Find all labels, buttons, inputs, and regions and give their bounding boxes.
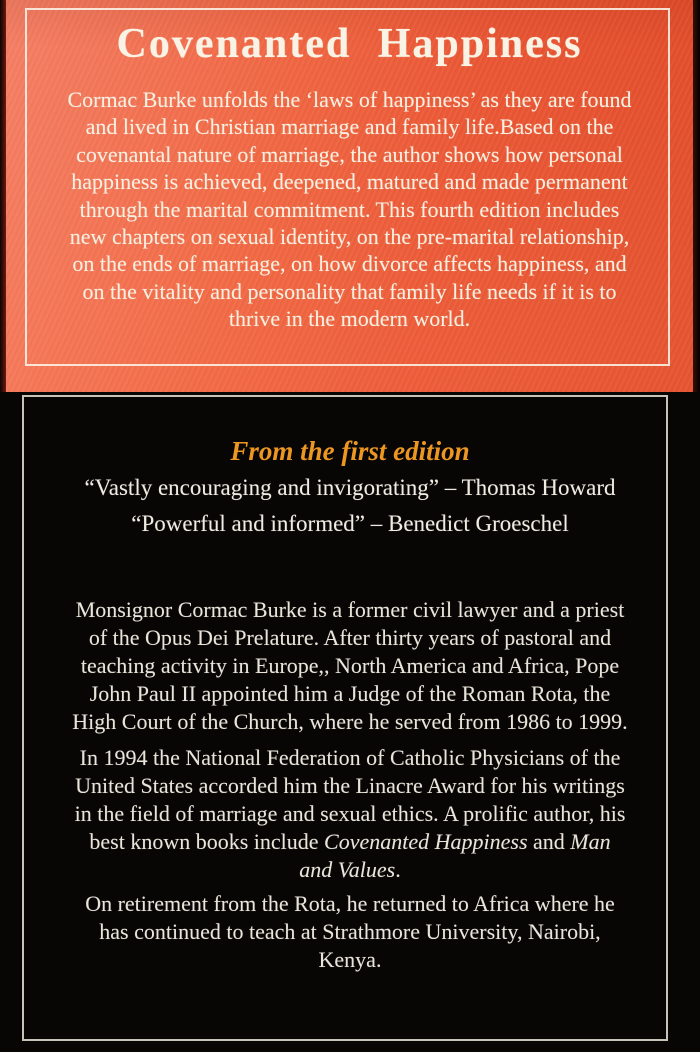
- bio-line: [30, 828, 670, 856]
- bio-line: United States accorded him the Linacre Award for his writings: [75, 773, 625, 798]
- synopsis-line: covenantal nature of marriage, the author shows how personal: [76, 141, 623, 167]
- synopsis-text: [20, 86, 679, 333]
- book-title-reference: Man: [570, 829, 611, 854]
- bio-line: Monsignor Cormac Burke is a former civil lawyer and a priest: [75, 597, 625, 622]
- bio-line: has continued to teach at Strathmore University, Nairobi,: [99, 919, 601, 944]
- book-title-reference: Covenanted Happiness: [324, 829, 528, 854]
- book-title: Covenanted Happiness: [116, 21, 583, 67]
- review-quote: “Powerful and informed” – Benedict Groeschel: [131, 511, 569, 536]
- scan-edge-right: [693, 0, 700, 392]
- bio-line: of the Opus Dei Prelature. After thirty years of pastoral and: [88, 625, 612, 650]
- review-quotes: [30, 470, 670, 542]
- bio-line: High Court of the Church, where he served from 1986 to 1999.: [72, 709, 628, 734]
- synopsis-line: on the vitality and personality that family life needs if it is to: [82, 278, 617, 304]
- synopsis-line: through the marital commitment. This fourth edition includes: [79, 196, 620, 222]
- author-bio-paragraph-3: [30, 890, 670, 974]
- bio-line: [30, 856, 670, 884]
- review-quote: “Vastly encouraging and invigorating” – Thomas Howard: [84, 475, 616, 500]
- bio-line: John Paul II appointed him a Judge of the Roman Rota, the: [89, 681, 611, 706]
- synopsis-line: happiness is achieved, deepened, matured and made permanent: [71, 169, 628, 195]
- synopsis-line: on the ends of marriage, on how divorce affects happiness, and: [72, 251, 627, 277]
- scan-edge-left: [0, 0, 6, 392]
- synopsis-panel: [6, 0, 693, 392]
- bio-text: best known books include: [89, 829, 325, 854]
- bio-line: teaching activity in Europe,, North America and Africa, Pope: [80, 653, 620, 678]
- synopsis-line: thrive in the modern world.: [228, 306, 471, 332]
- author-panel: [0, 392, 700, 1052]
- book-title-reference: and Values: [299, 857, 396, 882]
- author-bio-paragraph-1: [30, 596, 670, 736]
- bio-text: .: [395, 857, 401, 882]
- bio-line: In 1994 the National Federation of Catholic Physicians of the: [79, 745, 621, 770]
- synopsis-line: Cormac Burke unfolds the ‘laws of happiness’ as they are found: [67, 87, 632, 112]
- edition-heading: From the first edition: [230, 436, 470, 466]
- bio-line: in the field of marriage and sexual ethics. A prolific author, his: [74, 801, 626, 826]
- synopsis-line: new chapters on sexual identity, on the pre-marital relationship,: [69, 224, 630, 250]
- author-bio-paragraph-2: [30, 744, 670, 884]
- bio-line: On retirement from the Rota, he returned to Africa where he: [85, 891, 615, 916]
- bio-line: Kenya.: [318, 947, 382, 972]
- bio-text: and: [527, 829, 571, 854]
- synopsis-line: and lived in Christian marriage and family life.Based on the: [85, 114, 614, 140]
